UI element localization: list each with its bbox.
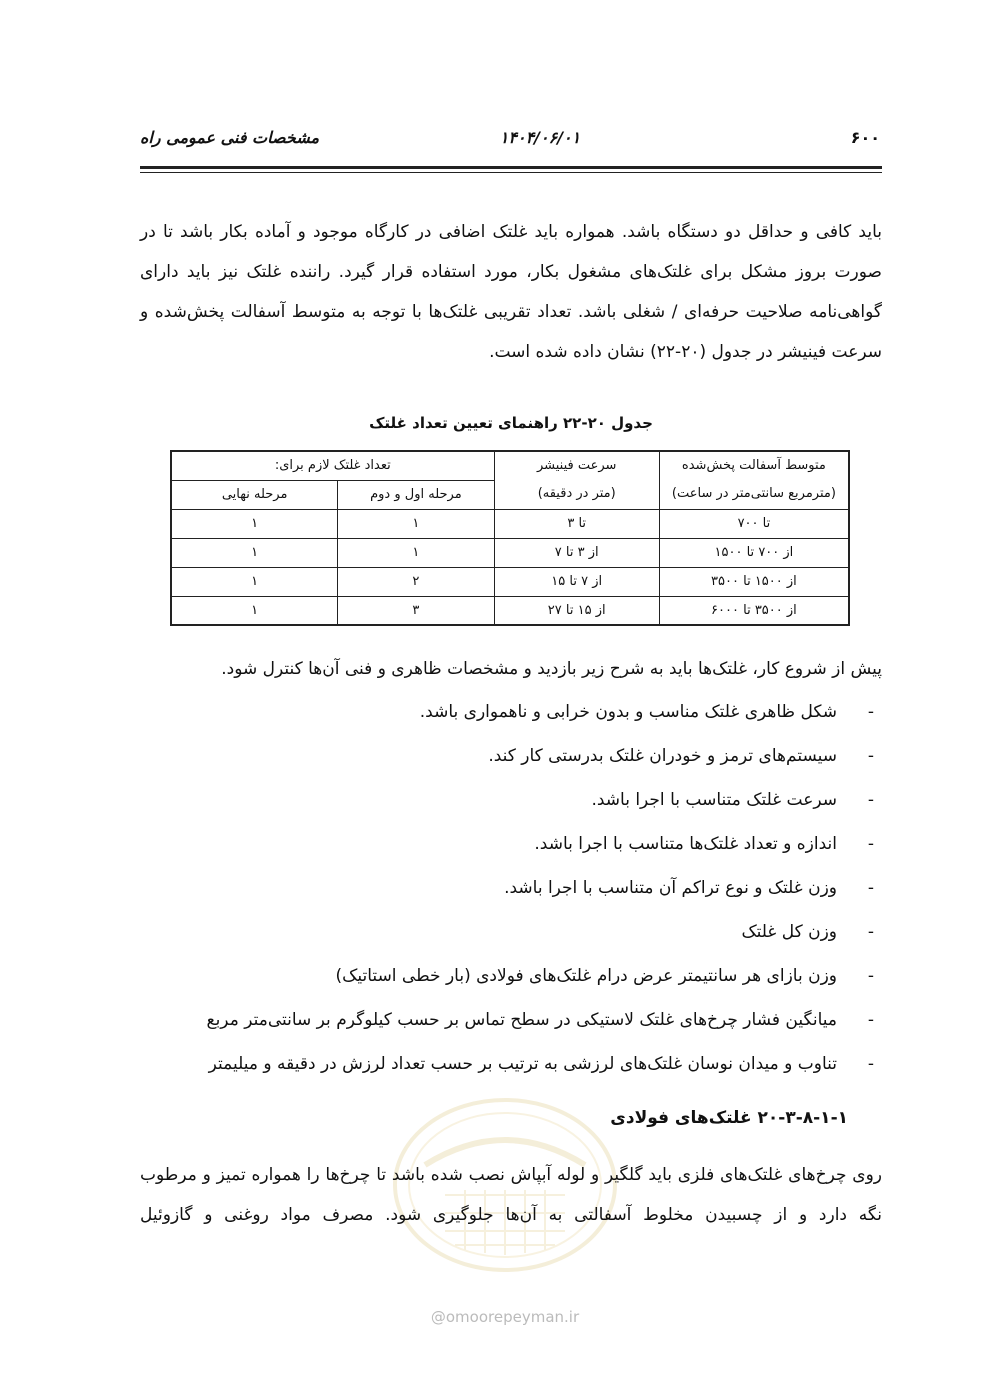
header-speed-line1: سرعت فینیشر: [536, 458, 617, 474]
header-final-stage: مرحله نهایی: [171, 480, 338, 509]
cell-final: ۱: [171, 596, 338, 625]
bullet-dash: -: [867, 966, 874, 986]
inspection-intro: پیش از شروع کار، غلتک‌ها باید به شرح زیر بازدید و مشخصات ظاهری و فنی آن‌ها کنترل شود.: [221, 659, 882, 679]
header-asphalt-line1: متوسط آسفالت پخش‌شده: [681, 458, 826, 474]
list-item: [140, 912, 882, 956]
cell-asphalt: از ۱۵۰۰ تا ۳۵۰۰: [659, 567, 849, 596]
list-item-text: سیستم‌های ترمز و خودران غلتک بدرستی کار کند.: [488, 746, 837, 766]
cell-first: ۱: [338, 509, 494, 538]
header-rule-thick: [140, 166, 882, 169]
list-item: [140, 956, 882, 1000]
paragraph-steel-rollers: روی چرخ‌های غلتک‌های فلزی باید گلگیر و لوله آبپاش نصب شده باشد تا چرخ‌ها را همواره تمیز و مرطوب نگه دارد و از چسبیدن مخلوط آسفالتی به آن‌ها جلوگیری شود. مصرف مواد روغنی و گازوئیل: [140, 1165, 882, 1225]
table-row: [171, 596, 849, 625]
section-heading: ۲۰-۳-۸-۱-۱ غلتک‌های فولادی: [610, 1108, 848, 1128]
list-item-text: وزن کل غلتک: [741, 922, 837, 942]
bullet-dash: -: [867, 702, 874, 722]
cell-final: ۱: [171, 567, 338, 596]
bullet-dash: -: [867, 1054, 874, 1074]
cell-first: ۳: [338, 596, 494, 625]
cell-speed: تا ۳: [494, 509, 659, 538]
page-number: ۶۰۰: [850, 128, 880, 147]
running-header-date: ۱۴۰۴/۰۶/۰۱: [499, 128, 581, 147]
list-item-text: شکل ظاهری غلتک مناسب و بدون خرابی و ناهمواری باشد.: [419, 702, 837, 722]
bullet-dash: -: [867, 1010, 874, 1030]
header-speed: [494, 451, 659, 509]
list-item-text: تناوب و میدان نوسان غلتک‌های لرزشی به ترتیب بر حسب تعداد لرزش در دقیقه و میلیمتر: [208, 1054, 837, 1074]
list-item: [140, 780, 882, 824]
cell-asphalt: تا ۷۰۰: [659, 509, 849, 538]
cell-final: ۱: [171, 509, 338, 538]
running-header-title: مشخصات فنی عمومی راه: [140, 128, 320, 147]
list-item: [140, 1000, 882, 1044]
list-item-text: وزن غلتک و نوع تراکم آن متناسب با اجرا باشد.: [504, 878, 837, 898]
paragraph-rollers-requirement: باید کافی و حداقل دو دستگاه باشد. همواره باید غلتک اضافی در کارگاه موجود و آماده بکار باشد تا در صورت بروز مشکل برای غلتک‌های مشغول بکار، مورد استفاده قرار گیرد. راننده غلتک نیز باید دارای گواهی‌نامه صلاحیت حرفه‌ای / شغلی باشد. تعداد تقریبی غلتک‌ها با توجه به متوسط آسفالت پخش‌شده و سرعت فینیشر در جدول (۲۰-۲۲) نشان داده شده است.: [140, 222, 882, 362]
header-first-stage: مرحله اول و دوم: [338, 480, 494, 509]
list-item-text: اندازه و تعداد غلتک‌ها متناسب با اجرا باشد.: [534, 834, 837, 854]
header-speed-line2: (متر در دقیقه): [537, 486, 616, 502]
list-item: [140, 1044, 882, 1088]
header-asphalt: [659, 451, 849, 509]
list-item: [140, 824, 882, 868]
inspection-checklist: [140, 692, 882, 1088]
header-roller-count: تعداد غلتک لازم برای:: [171, 451, 494, 480]
list-item-text: میانگین فشار چرخ‌های غلتک لاستیکی در سطح تماس بر حسب کیلوگرم بر سانتی‌متر مربع: [206, 1010, 837, 1030]
list-item-text: سرعت غلتک متناسب با اجرا باشد.: [591, 790, 837, 810]
table-row: [171, 509, 849, 538]
table-row: [171, 538, 849, 567]
header-rule-thin: [140, 172, 882, 173]
bullet-dash: -: [867, 746, 874, 766]
cell-first: ۱: [338, 538, 494, 567]
roller-count-table: [170, 450, 850, 626]
cell-final: ۱: [171, 538, 338, 567]
cell-asphalt: از ۷۰۰ تا ۱۵۰۰: [659, 538, 849, 567]
cell-speed: از ۳ تا ۷: [494, 538, 659, 567]
bullet-dash: -: [867, 922, 874, 942]
cell-first: ۲: [338, 567, 494, 596]
cell-speed: از ۱۵ تا ۲۷: [494, 596, 659, 625]
table-row: [171, 567, 849, 596]
bullet-dash: -: [867, 878, 874, 898]
bullet-dash: -: [867, 834, 874, 854]
bullet-dash: -: [867, 790, 874, 810]
list-item: [140, 868, 882, 912]
list-item: [140, 736, 882, 780]
table-caption: جدول ۲۰-۲۲ راهنمای تعیین تعداد غلتک: [369, 414, 653, 432]
list-item: [140, 692, 882, 736]
list-item-text: وزن بازای هر سانتیمتر عرض درام غلتک‌های فولادی (بار خطی استاتیک): [335, 966, 837, 986]
cell-speed: از ۷ تا ۱۵: [494, 567, 659, 596]
cell-asphalt: از ۳۵۰۰ تا ۶۰۰۰: [659, 596, 849, 625]
watermark-text: @omoorepeyman.ir: [430, 1308, 580, 1326]
header-asphalt-line2: (مترمربع سانتی‌متر در ساعت): [671, 486, 836, 502]
